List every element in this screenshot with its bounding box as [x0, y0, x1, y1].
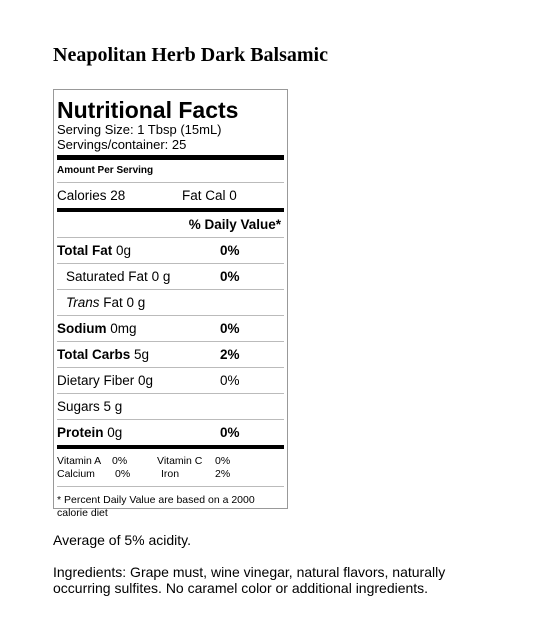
nutrient-name: Saturated Fat	[66, 269, 148, 284]
servings-per-container: Servings/container: 25	[57, 137, 187, 152]
vitamin-c-value: 0%	[215, 455, 231, 467]
nutrient-row-total-fat	[57, 238, 284, 264]
nutrient-amount: 0g	[138, 373, 154, 388]
serving-size: Serving Size: 1 Tbsp (15mL)	[57, 122, 222, 137]
vitamin-a-label: Vitamin A	[57, 455, 102, 467]
vitamin-c-label: Vitamin C	[157, 455, 203, 467]
nutrient-dv: 0%	[220, 321, 240, 336]
iron-label: Iron	[161, 468, 180, 480]
mineral-row	[57, 468, 284, 481]
daily-value-header	[57, 212, 284, 238]
nutrient-row-trans-fat	[57, 290, 284, 316]
nutrient-row-sugars	[57, 394, 284, 420]
vitamin-a-value: 0%	[112, 455, 128, 467]
nutrient-row-saturated-fat	[57, 264, 284, 290]
nutrient-name: Trans	[66, 295, 100, 310]
nutrient-amount: 0 g	[151, 269, 171, 284]
daily-value-heading: % Daily Value*	[188, 217, 281, 232]
nutrient-dv: 0%	[220, 269, 240, 284]
nutrient-name: Total Fat	[57, 243, 113, 258]
nutrient-amount: 0g	[116, 243, 132, 258]
footnote: * Percent Daily Value are based on a 2000 calorie diet	[57, 494, 255, 519]
calories: Calories 28	[57, 188, 126, 203]
nutrient-amount: 5g	[134, 347, 150, 362]
fat-calories: Fat Cal 0	[182, 188, 237, 203]
nutrient-row-dietary-fiber	[57, 368, 284, 394]
label-heading: Nutritional Facts	[57, 97, 239, 123]
amount-per-serving: Amount Per Serving	[57, 160, 284, 183]
nutrient-name: Sugars	[57, 399, 100, 414]
nutrient-dv: 0%	[220, 243, 240, 258]
nutrient-dv: 2%	[220, 347, 240, 362]
nutrient-name: Total Carbs	[57, 347, 131, 362]
product-title: Neapolitan Herb Dark Balsamic	[53, 44, 328, 66]
nutrient-name: Dietary Fiber	[57, 373, 135, 388]
calcium-label: Calcium	[57, 468, 95, 480]
acidity-note: Average of 5% acidity.	[53, 532, 192, 548]
nutrient-amount: Fat 0 g	[103, 295, 146, 310]
vitamins-block	[57, 449, 284, 487]
nutrient-dv: 0%	[220, 425, 240, 440]
nutrient-row-sodium	[57, 316, 284, 342]
nutrient-name: Sodium	[57, 321, 107, 336]
vitamin-row	[57, 455, 284, 468]
nutrient-row-total-carbs	[57, 342, 284, 368]
nutrition-label	[53, 89, 288, 519]
calcium-value: 0%	[115, 468, 131, 480]
calories-row	[57, 183, 284, 208]
nutrient-name: Protein	[57, 425, 104, 440]
iron-value: 2%	[215, 468, 231, 480]
nutrient-amount: 0g	[107, 425, 123, 440]
nutrient-dv: 0%	[220, 373, 240, 388]
nutrient-amount: 5 g	[103, 399, 123, 414]
ingredients-text: Ingredients: Grape must, wine vinegar, natural flavors, naturally occurring sulfites. No caramel color or additional ingredients.	[53, 564, 446, 596]
nutrient-row-protein	[57, 420, 284, 445]
nutrient-amount: 0mg	[110, 321, 137, 336]
